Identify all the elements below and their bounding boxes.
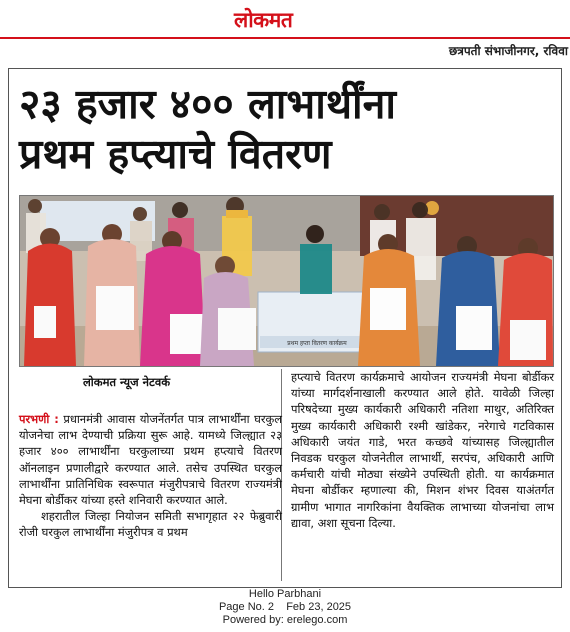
- headline-line-2: प्रथम हप्त्याचे वितरण: [19, 130, 332, 178]
- headline: [19, 79, 554, 179]
- masthead-rule: [0, 37, 570, 39]
- paragraph-2: शहरातील जिल्हा नियोजन समिती सभागृहात २२ फेब्रुवारी रोजी घरकुल लाभार्थींना मंजुरीपत्र व प्रथम: [19, 509, 282, 540]
- byline: लोकमत न्यूज नेटवर्क: [83, 375, 171, 389]
- footer-page-date: Page No. 2 Feb 23, 2025: [218, 601, 352, 613]
- headline-line-1: २३ हजार ४०० लाभार्थींना: [19, 80, 397, 128]
- article-column-right: [291, 369, 554, 531]
- article-column-left: [19, 411, 282, 541]
- edition-dateline: छत्रपती संभाजीनगर, रविवा: [448, 44, 568, 58]
- paragraph-1-text: प्रधानमंत्री आवास योजनेंतर्गत पात्र लाभार्थींना घरकुल योजनेचा लाभ देण्याची प्रक्रिया सुरू आहे. यामध्ये जिल्ह्यात २३ हजार ४०० लाभार्थींना घरकुलाच्या प्रथम हप्त्याचे वितरण ऑनलाइन प्रणालीद्वारे करण्यात आले. तसेच उपस्थित घरकुल लाभार्थींना प्रातिनिधिक स्वरूपात मंजुरीपत्राचे वितरण राज्यमंत्री मेघना बोर्डीकर यांच्या हस्ते शनिवारी करण्यात आले.: [19, 412, 282, 508]
- paragraph-3: हप्त्याचे वितरण कार्यक्रमाचे आयोजन राज्यमंत्री मेघना बोर्डीकर यांच्या मार्गदर्शनाखाली करण्यात आले होते. यावेळी जिल्हा परिषदेच्या मुख्य कार्यकारी अधिकारी नतिशा माथुर, अतिरिक्त मुख्य कार्यकारी अधिकारी रश्मी खांडेकर, नरेगाचे गटविकास अधिकारी जयंत गाडे, भरत कच्छवे यांच्यासह जिल्ह्यातील निवडक घरकुल योजनेतील लाभार्थी, सरपंच, अधिकारी आणि कर्मचारी यांची मोठ्या संख्येने उपस्थिती होती. या कार्यक्रमात मेघना बोर्डीकर म्हणाल्या की, मिशन शंभर दिवस याअंतर्गत ग्रामीण भागात नागरिकांना वैयक्तिक लाभाच्या योजनांचा लाभ द्यावा, अशा सूचना दिल्या.: [291, 370, 554, 530]
- banner-text: प्रथम हप्ता वितरण कार्यक्रम: [287, 340, 347, 347]
- newspaper-logo: लोकमत: [234, 8, 293, 32]
- place-dateline: परभणी :: [19, 412, 59, 426]
- news-photo: [19, 195, 554, 367]
- paragraph-1: [19, 411, 282, 508]
- page-footer: [0, 588, 570, 627]
- footer-publication: Hello Parbhani: [248, 588, 322, 600]
- article-clipping: [8, 68, 562, 588]
- masthead: [0, 0, 570, 58]
- footer-powered-by: Powered by: erelego.com: [222, 614, 348, 626]
